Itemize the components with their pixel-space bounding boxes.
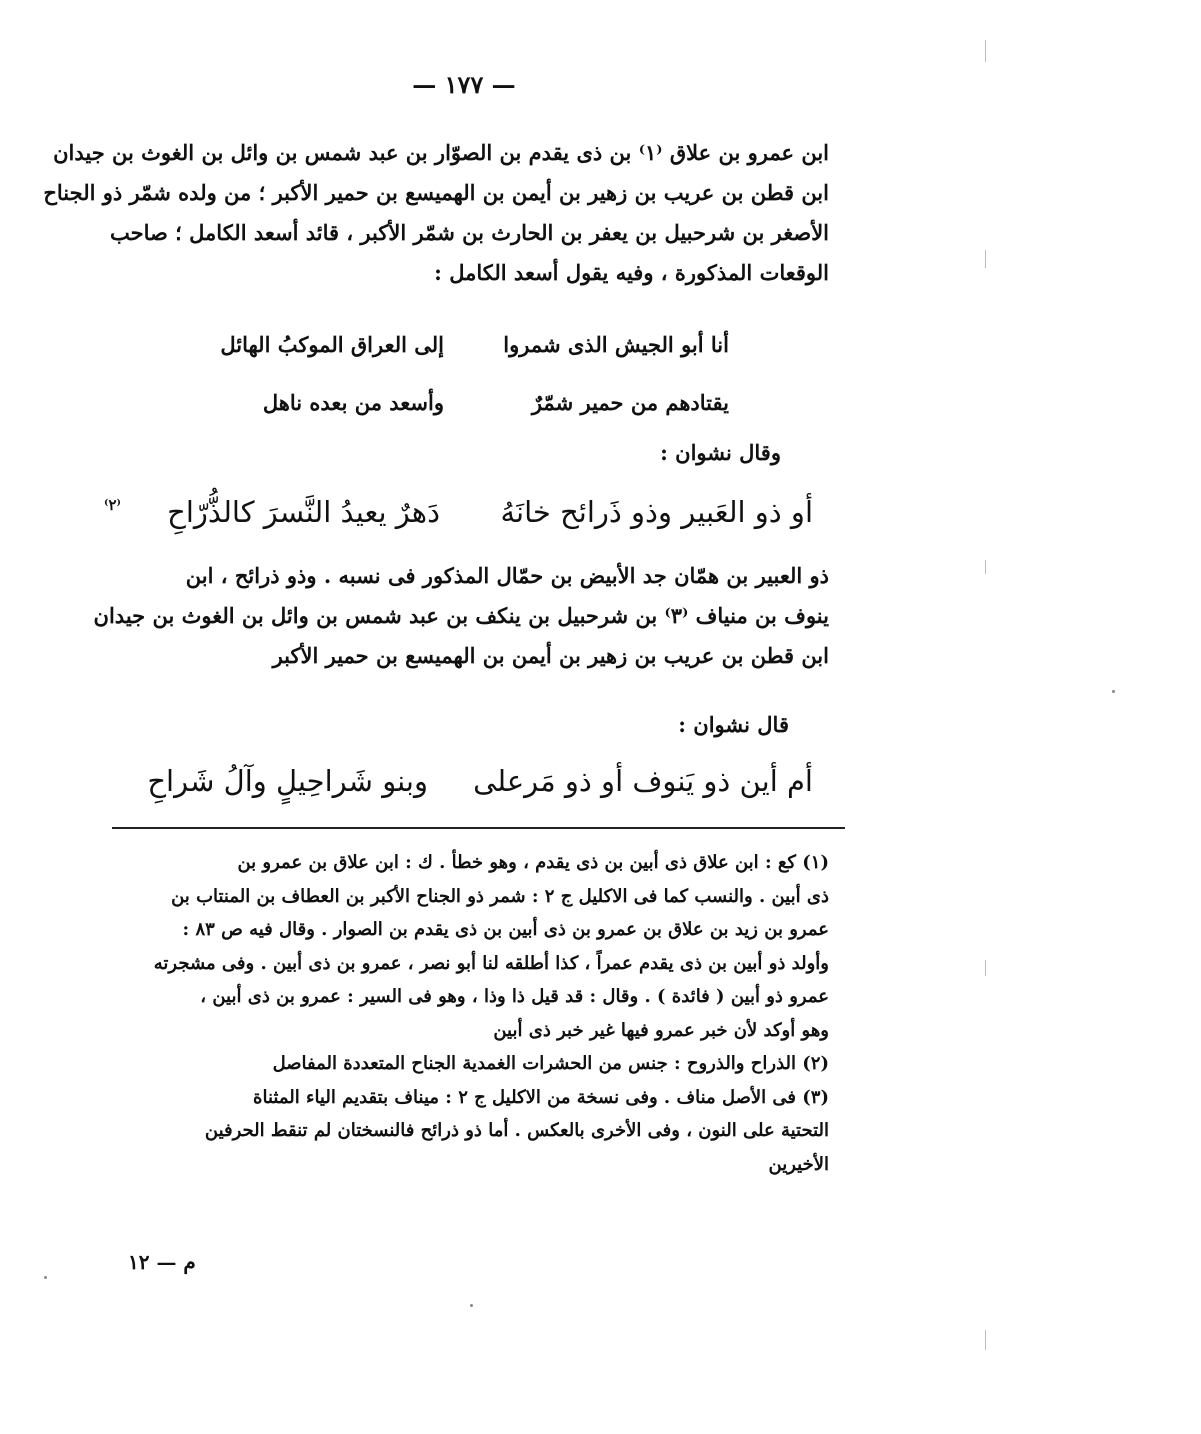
footnote-line: (١) كع : ابن علاق ذى أبين بن ذى يقدم ، وهو خطأ . ك : ابن علاق بن عمرو بن: [237, 852, 829, 873]
scan-edge-mark: [985, 40, 986, 62]
poem-line-2-second-hemistich: وبنو شَراحِيلٍ وآلُ شَراحِ: [147, 764, 428, 798]
paragraph-2-line: ينوف بن منياف ⁽٣⁾ بن شرحبيل بن ينكف بن عبد شمس بن وائل بن الغوث بن جيدان: [93, 603, 829, 628]
footnotes: [119, 846, 829, 1181]
footnote-marker-2: ⁽٢⁾: [104, 496, 121, 514]
verse-1-second-hemistich: إلى العراق الموكبُ الهائل: [220, 332, 444, 357]
footnote-line: التحتية على النون ، وفى الأخرى بالعكس . أما ذو ذرائح فالنسختان لم تنقط الحرفين: [204, 1120, 829, 1141]
paragraph-1-line: ابن قطن بن عريب بن زهير بن أيمن بن الهميسع بن حمير الأكبر ؛ من ولده شمّر ذو الجناح: [43, 180, 829, 205]
caption-1: وقال نشوان :: [660, 440, 781, 465]
verse-2-second-hemistich: وأسعد من بعده ناهل: [262, 390, 444, 415]
scan-speck: [44, 1276, 47, 1279]
scan-edge-mark: [985, 1330, 986, 1350]
poem-line-1-first-hemistich: أو ذو العَبير وذو ذَرائح خانَهُ: [500, 495, 813, 529]
scan-speck: [470, 1304, 473, 1307]
paragraph-1-line: الأصغر بن شرحبيل بن يعفر بن الحارث بن شمّر الأكبر ، قائد أسعد الكامل ؛ صاحب: [110, 220, 829, 245]
verse-2-first-hemistich: يقتادهم من حمير شمّرٌ: [531, 390, 729, 415]
scan-edge-mark: [985, 960, 986, 976]
footnote-rule: [112, 827, 845, 829]
poem-line-1-second-hemistich: دَهرٌ يعيدُ النَّسرَ كالذُّرّاحِ: [167, 495, 440, 529]
scan-edge-mark: [985, 250, 986, 268]
footnote-line: ذى أبين . والنسب كما فى الاكليل ج ٢ : شمر ذو الجناح الأكبر بن العطاف بن المنتاب بن: [171, 885, 829, 907]
paragraph-2-line: ابن قطن بن عريب بن زهير بن أيمن بن الهميسع بن حمير الأكبر: [272, 643, 829, 668]
paragraph-1-line: ابن عمرو بن علاق ⁽١⁾ بن ذى يقدم بن الصوّار بن عبد شمس بن وائل بن الغوث بن جيدان: [53, 140, 829, 165]
footnote-line: وهو أوكد لأن خبر عمرو فيها غير خبر ذى أبين: [493, 1019, 829, 1041]
page-number: — ١٧٧ —: [412, 70, 516, 99]
footnote-line: عمرو ذو أبين ( فائدة ) . وقال : قد قيل ذا وذا ، وهو فى السير : عمرو بن ذى أبين ،: [200, 986, 829, 1007]
paragraph-2-line: ذو العبير بن همّان جد الأبيض بن حمّال المذكور فى نسبه . وذو ذرائح ، ابن: [185, 563, 829, 588]
footnote-line: (٣) فى الأصل مناف . وفى نسخة من الاكليل ج ٢ : ميناف بتقديم الياء المثناة: [253, 1086, 829, 1108]
footnote-line: عمرو بن زيد بن علاق بن عمرو بن ذى أبين بن ذى يقدم بن الصوار . وقال فيه ص ٨٣ :: [182, 919, 829, 940]
scan-speck: [1112, 690, 1115, 693]
verse-1-first-hemistich: أنا أبو الجيش الذى شمروا: [503, 332, 729, 357]
paragraph-1: [43, 133, 829, 293]
footnote-line: (٢) الذراح والذروح : جنس من الحشرات الغمدية الجناح المتعددة المفاصل: [272, 1053, 829, 1074]
scan-edge-mark: [985, 560, 986, 574]
paragraph-2: [93, 556, 829, 676]
paragraph-1-line: الوقعات المذكورة ، وفيه يقول أسعد الكامل :: [434, 260, 829, 285]
poem-line-2-first-hemistich: أم أين ذو يَنوف أو ذو مَرعلى: [473, 764, 813, 798]
footnote-line: وأولد ذو أبين بن ذى يقدم عمراً ، كذا أطلقه لنا أبو نصر ، عمرو بن ذى أبين . وفى مشجرته: [153, 952, 829, 974]
footnote-line: الأخيرين: [768, 1153, 829, 1175]
caption-2: قال نشوان :: [678, 712, 789, 737]
printer-signature: م — ١٢: [128, 1250, 196, 1274]
